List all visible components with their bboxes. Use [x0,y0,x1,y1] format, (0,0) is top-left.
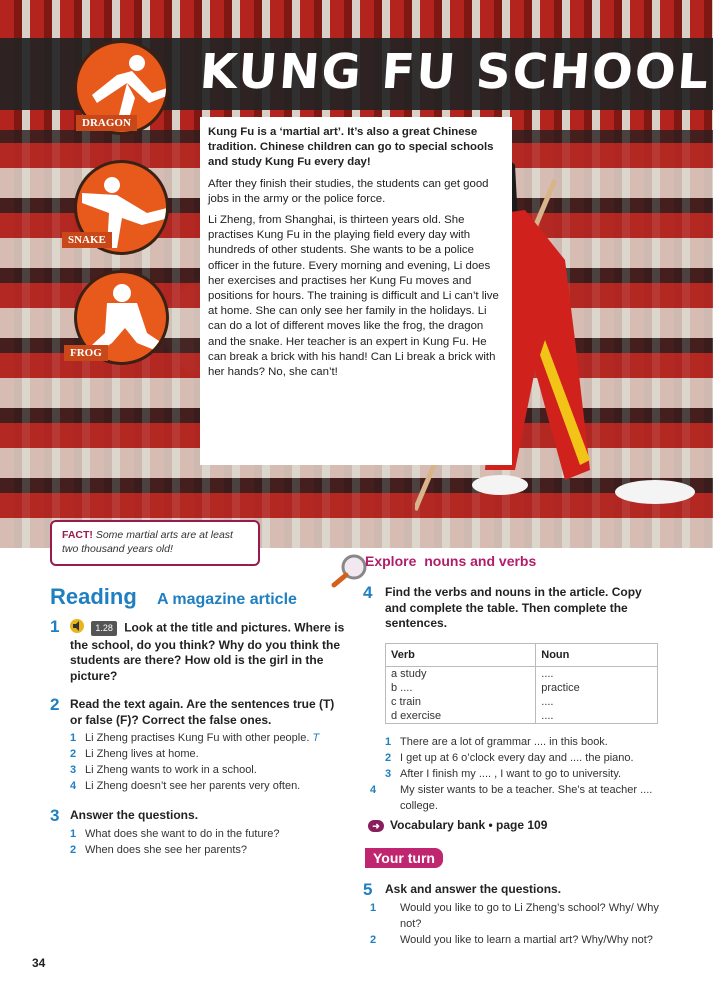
exercise-4-list [370,734,670,814]
list-item: 1 What does she want to do in the future? [70,828,280,840]
article-paragraph-1: After they finish their studies, the students can get good jobs in the army or the police force. [208,177,489,205]
exercise-2-question: Read the text again. Are the sentences true (T) or false (F)? Correct the false ones. [70,697,335,727]
list-item: 1 Li Zheng practises Kung Fu with other people. T [70,732,320,744]
fact-label: FACT! [62,529,93,541]
exercise-4-question: Find the verbs and nouns in the article. Copy and complete the table. Then complete the sentences. [385,585,642,630]
table-cell: .... [536,709,658,724]
exercise-3-question: Answer the questions. [70,808,199,822]
fact-text: Some martial arts are at least two thousand years old! [62,529,233,555]
article-text [200,117,512,465]
list-item: 2 I get up at 6 o’clock every day and .... the piano. [385,752,634,764]
list-item: 3 Li Zheng wants to work in a school. [70,764,257,776]
table-header-verb: Verb [386,644,536,667]
exercise-1-number: 1 [50,617,60,636]
exercise-5-number: 5 [363,880,373,899]
explore-topic: nouns and verbs [424,553,537,569]
exercise-4-number: 4 [363,583,373,602]
exercise-2-number: 2 [50,695,60,714]
list-item: 2 Would you like to learn a martial art? Why/Why not? [370,934,653,946]
exercise-3-number: 3 [50,806,60,825]
fact-box [50,520,260,566]
explore-heading [343,553,536,569]
table-header-row [386,644,658,667]
badge-label-snake: SNAKE [62,232,112,248]
answer-text: T [312,732,320,744]
your-turn-heading: Your turn [365,848,443,868]
exercise-3-list [70,826,350,858]
table-cell: .... [536,667,658,682]
list-item: 2 When does she see her parents? [70,844,248,856]
vocabulary-bank-link[interactable] [368,818,547,832]
list-item: 3 After I finish my .... , I want to go to university. [385,768,622,780]
table-header-noun: Noun [536,644,658,667]
exercise-5-question: Ask and answer the questions. [385,882,562,896]
table-cell: a study [386,667,536,682]
table-row [386,667,658,682]
list-item: 1 There are a lot of grammar .... in this book. [385,736,608,748]
list-item: 4 My sister wants to be a teacher. She’s at teacher .... college. [370,784,653,812]
reading-subheading: A magazine article [157,591,297,608]
arrow-right-icon: ➜ [368,820,384,832]
exercise-1-question: Look at the title and pictures. Where is the school, do you think? Why do you think the students are there? How old is the girl in the picture? [70,620,345,683]
list-item: 4 Li Zheng doesn’t see her parents very often. [70,780,301,792]
table-row [386,709,658,724]
badge-label-dragon: DRAGON [76,115,137,131]
table-cell: b .... [386,681,536,695]
page-title: KUNG FU SCHOOL [198,44,713,100]
vocabulary-bank-text: Vocabulary bank • page 109 [390,818,548,832]
table-cell: practice [536,681,658,695]
table-row [386,695,658,709]
audio-track-number: 1.28 [91,621,117,637]
table-cell: c train [386,695,536,709]
article-paragraph-2: Li Zheng, from Shanghai, is thirteen years old. She practises Kung Fu in the playing field every day with hundreds of other students. She wants to be a police officer in the future. Every morning and evening, Li does her exercises and practises her Kung Fu moves and positions for hours. The training is difficult and Li can’t live at home. She can only see her family in the holidays. Li can do a lot of different moves like the frog, the dragon and the snake. Her teacher is an expert in Kung Fu. He can break a brick with his hand! Can Li break a brick with her hands? No, she can’t! [208,214,499,379]
table-cell: .... [536,695,658,709]
table-row [386,681,658,695]
verb-noun-table [385,643,658,724]
reading-heading: Reading [50,584,137,609]
article-intro: Kung Fu is a ‘martial art’. It’s also a great Chinese tradition. Chinese children can go to special schools and study Kung Fu every day! [208,126,494,169]
exercise-1 [70,619,345,684]
exercise-5-list [370,900,670,948]
audio-speaker-icon[interactable] [70,619,88,638]
exercise-2-list [70,730,350,794]
table-cell: d exercise [386,709,536,724]
list-item: 2 Li Zheng lives at home. [70,748,199,760]
explore-word: Explore [365,553,417,569]
list-item: 1 Would you like to go to Li Zheng’s school? Why/ Why not? [370,902,659,930]
badge-label-frog: FROG [64,345,108,361]
page-number: 34 [32,956,46,970]
